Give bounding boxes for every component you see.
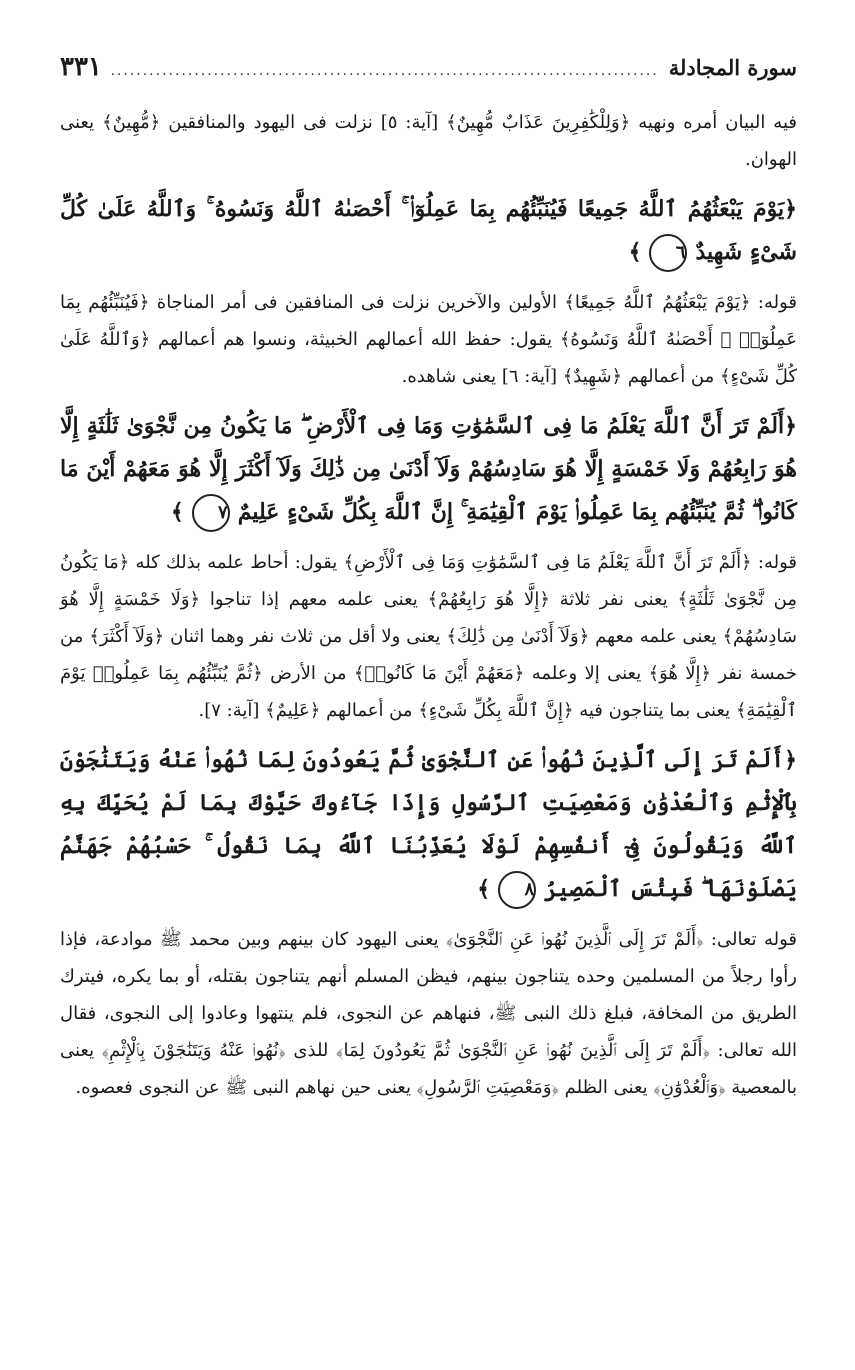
quran-verse-6	[60, 188, 797, 274]
verse-text: ﴿يَوْمَ يَبْعَثُهُمُ ٱللَّهُ جَمِيعًا فَيُنَبِّئُهُم بِمَا عَمِلُوٓا۟ ۚ أَحْصَىٰهُ ٱللَّهُ وَنَسُوهُ ۚ وَٱللَّهُ عَلَىٰ كُلِّ شَىْءٍ شَهِيدٌ	[60, 196, 797, 265]
ayah-number-marker: ٧	[192, 494, 230, 532]
quran-verse-8	[60, 739, 797, 911]
ayah-number-marker: ٦	[649, 234, 687, 272]
ayah-number-marker: ٨	[498, 871, 536, 909]
verse-closing-bracket: ﴾	[170, 499, 184, 525]
page-number: ٣٣١	[60, 52, 102, 82]
surah-title: سورة المجادلة	[668, 55, 797, 80]
commentary-paragraph: فيه البيان أمره ونهيه ﴿وَلِلْكَٰفِرِينَ عَذَابٌ مُّهِينٌ﴾ [آية: ٥] نزلت فى اليهود والمنافقين ﴿مُّهِينٌ﴾ يعنى الهوان.	[60, 112, 797, 170]
header-dot-leader	[112, 63, 659, 79]
page-header	[60, 52, 797, 92]
quran-verse-7	[60, 405, 797, 534]
commentary-paragraph: قوله تعالى: ﴿أَلَمْ تَرَ إِلَى ٱلَّذِينَ نُهُوا۟ عَنِ ٱلنَّجْوَىٰ﴾ يعنى اليهود كان بينهم وبين محمد ﷺ موادعة، فإذا رأوا رجلاً من المسلمين وحده يتناجون بينهم، فيظن المسلم أنهم يتناجون بقتله، أو بما يكره، فيترك الطريق من المخافة، فبلغ ذلك النبى ﷺ، فنهاهم عن النجوى، فلم ينتهوا وعادوا إلى النجوى، فقال الله تعالى: ﴿أَلَمْ تَرَ إِلَى ٱلَّذِينَ نُهُوا۟ عَنِ ٱلنَّجْوَىٰ ثُمَّ يَعُودُونَ لِمَا﴾ للذى ﴿نُهُوا۟ عَنْهُ وَيَتَنَٰجَوْنَ بِٱلْإِثْمِ﴾ يعنى بالمعصية ﴿وَٱلْعُدْوَٰنِ﴾ يعنى الظلم ﴿وَمَعْصِيَتِ ٱلرَّسُولِ﴾ يعنى حين نهاهم النبى ﷺ عن النجوى فعصوه.	[60, 929, 798, 1098]
verse-closing-bracket: ﴾	[628, 239, 642, 265]
verse-text: ﴿أَلَمْ تَرَ إِلَى ٱلَّذِينَ نُهُوا۟ عَنِ ٱلنَّجْوَىٰ ثُمَّ يَعُودُونَ لِمَا نُهُوا۟ عَنْهُ وَيَتَنَٰجَوْنَ بِٱلْإِثْمِ وَٱلْعُدْوَٰنِ وَمَعْصِيَتِ ٱلرَّسُولِ وَإِذَا جَآءُوكَ حَيَّوْكَ بِمَا لَمْ يُحَيِّكَ بِهِ ٱللَّهُ وَيَقُولُونَ فِىٓ أَنفُسِهِمْ لَوْلَا يُعَذِّبُنَا ٱللَّهُ بِمَا نَقُولُ ۚ حَسْبُهُمْ جَهَنَّمُ يَصْلَوْنَهَا ۖ فَبِئْسَ ٱلْمَصِيرُ	[60, 747, 797, 902]
commentary-paragraph: قوله: ﴿يَوْمَ يَبْعَثُهُمُ ٱللَّهُ جَمِيعًا﴾ الأولين والآخرين نزلت فى المنافقين فى أمر المناجاة ﴿فَيُنَبِّئُهُم بِمَا عَمِلُوٓا۟ ۚ أَحْصَىٰهُ ٱللَّهُ وَنَسُوهُ﴾ يقول: حفظ الله أعمالهم الخبيثة، ونسوا هم أعمالهم ﴿وَٱللَّهُ عَلَىٰ كُلِّ شَىْءٍ﴾ من أعمالهم ﴿شَهِيدٌ﴾ [آية: ٦] يعنى شاهده.	[60, 292, 797, 387]
verse-closing-bracket: ﴾	[477, 876, 491, 902]
verse-text: ﴿أَلَمْ تَرَ أَنَّ ٱللَّهَ يَعْلَمُ مَا فِى ٱلسَّمَٰوَٰتِ وَمَا فِى ٱلْأَرْضِ ۖ مَا يَكُونُ مِن نَّجْوَىٰ ثَلَٰثَةٍ إِلَّا هُوَ رَابِعُهُمْ وَلَا خَمْسَةٍ إِلَّا هُوَ سَادِسُهُمْ وَلَآ أَدْنَىٰ مِن ذَٰلِكَ وَلَآ أَكْثَرَ إِلَّا هُوَ مَعَهُمْ أَيْنَ مَا كَانُوا۟ ۖ ثُمَّ يُنَبِّئُهُم بِمَا عَمِلُوا۟ يَوْمَ ٱلْقِيَٰمَةِ ۚ إِنَّ ٱللَّهَ بِكُلِّ شَىْءٍ عَلِيمٌ	[60, 413, 797, 525]
commentary-paragraph: قوله: ﴿أَلَمْ تَرَ أَنَّ ٱللَّهَ يَعْلَمُ مَا فِى ٱلسَّمَٰوَٰتِ وَمَا فِى ٱلْأَرْضِ﴾ يقول: أحاط علمه بذلك كله ﴿مَا يَكُونُ مِن نَّجْوَىٰ ثَلَٰثَةٍ﴾ يعنى نفر ثلاثة ﴿إِلَّا هُوَ رَابِعُهُمْ﴾ يعنى علمه معهم إذا تناجوا ﴿وَلَا خَمْسَةٍ إِلَّا هُوَ سَادِسُهُمْ﴾ يعنى علمه معهم ﴿وَلَآ أَدْنَىٰ مِن ذَٰلِكَ﴾ يعنى ولا أقل من ثلاث نفر وهما اثنان ﴿وَلَآ أَكْثَرَ﴾ من خمسة نفر ﴿إِلَّا هُوَ﴾ يعنى إلا وعلمه ﴿مَعَهُمْ أَيْنَ مَا كَانُوا۟﴾ من الأرض ﴿ثُمَّ يُنَبِّئُهُم بِمَا عَمِلُوا۟ يَوْمَ ٱلْقِيَٰمَةِ﴾ يعنى بما يتناجون فيه ﴿إِنَّ ٱللَّهَ بِكُلِّ شَىْءٍ﴾ من أعمالهم ﴿عَلِيمٌ﴾ [آية: ٧].	[60, 552, 797, 721]
